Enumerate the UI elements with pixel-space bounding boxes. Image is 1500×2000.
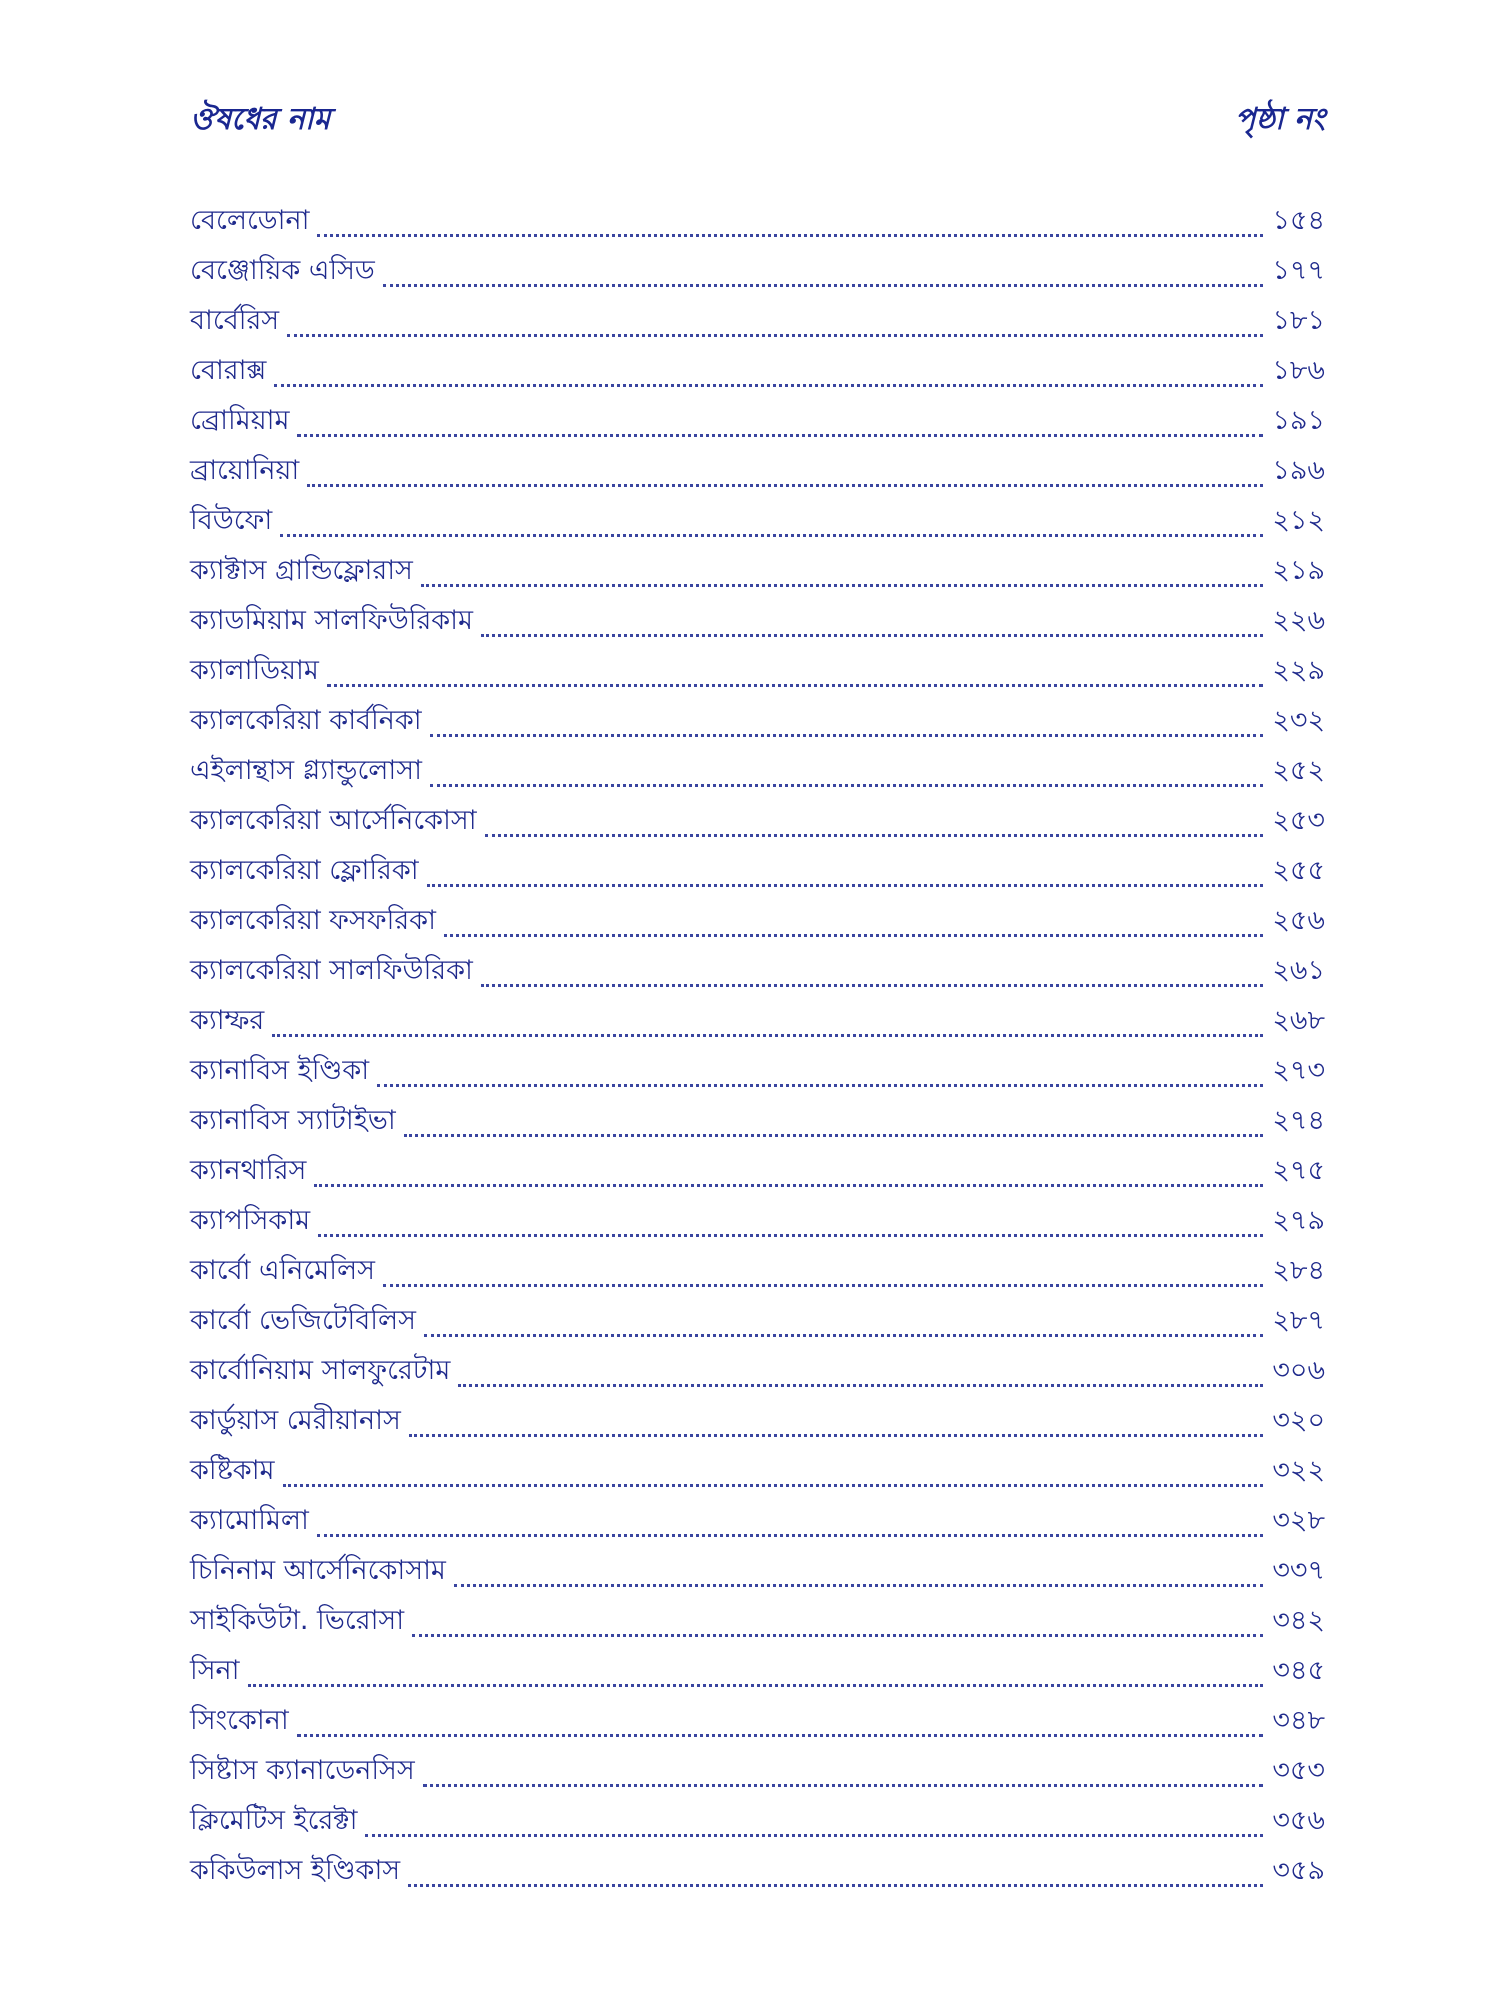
toc-entry: [190, 1645, 1325, 1695]
toc-entry: [190, 1145, 1325, 1195]
entry-name: ক্যানাবিস ইণ্ডিকা: [190, 1055, 370, 1086]
toc-entry: [190, 545, 1325, 595]
entry-page: ২৭৪: [1272, 1105, 1325, 1136]
entry-name: কার্বোনিয়াম সালফুরেটাম: [190, 1355, 451, 1386]
dot-leader: [283, 1483, 1263, 1487]
entry-name: ক্যামোমিলা: [190, 1505, 309, 1536]
entry-page: ২২৬: [1272, 605, 1325, 636]
entry-page: ৩৫৬: [1272, 1805, 1325, 1836]
toc-entry: [190, 995, 1325, 1045]
dot-leader: [314, 1183, 1263, 1187]
entry-page: ২৫৬: [1272, 905, 1325, 936]
entry-name: ক্যালাডিয়াম: [190, 655, 319, 686]
entry-name: ক্লিমেটিস ইরেক্টা: [190, 1805, 358, 1836]
dot-leader: [423, 1783, 1263, 1787]
dot-leader: [377, 1083, 1263, 1087]
entry-name: সাইকিউটা. ভিরোসা: [190, 1605, 405, 1636]
dot-leader: [327, 683, 1263, 687]
entry-name: ক্যাম্ফর: [190, 1005, 265, 1036]
entry-page: ৩২০: [1272, 1405, 1325, 1436]
toc-entry: [190, 645, 1325, 695]
toc-entry: [190, 295, 1325, 345]
dot-leader: [287, 333, 1263, 337]
entry-page: ২৭৫: [1272, 1155, 1325, 1186]
entry-name: কার্বো ভেজিটেবিলিস: [190, 1305, 416, 1336]
toc-entry: [190, 1795, 1325, 1845]
entry-page: ৩৩৭: [1272, 1555, 1325, 1586]
toc-entry: [190, 695, 1325, 745]
dot-leader: [430, 783, 1263, 787]
toc-entry: [190, 1845, 1325, 1895]
entry-page: ১৮৬: [1272, 355, 1325, 386]
dot-leader: [412, 1633, 1263, 1637]
entry-name: ক্যানথারিস: [190, 1155, 307, 1186]
dot-leader: [481, 633, 1263, 637]
dot-leader: [481, 983, 1263, 987]
toc-entry: [190, 1495, 1325, 1545]
entry-name: ক্যালকেরিয়া ফসফরিকা: [190, 905, 436, 936]
dot-leader: [404, 1133, 1263, 1137]
dot-leader: [248, 1683, 1263, 1687]
entry-name: বার্বেরিস: [190, 305, 280, 336]
toc-entry: [190, 445, 1325, 495]
toc-entry: [190, 1245, 1325, 1295]
entry-name: ব্রায়োনিয়া: [190, 455, 300, 486]
entry-page: ২৬৮: [1272, 1005, 1325, 1036]
toc-entry: [190, 1545, 1325, 1595]
dot-leader: [318, 1233, 1263, 1237]
entry-name: চিনিনাম আর্সেনিকোসাম: [190, 1555, 446, 1586]
entry-page: ১৫৪: [1272, 205, 1325, 236]
toc-header: [190, 95, 1325, 155]
toc-entry: [190, 195, 1325, 245]
header-page-number: পৃষ্ঠা নং: [1235, 102, 1325, 137]
entry-page: ২১২: [1272, 505, 1325, 536]
toc-entry: [190, 895, 1325, 945]
dot-leader: [383, 283, 1263, 287]
entry-page: ২৫৫: [1272, 855, 1325, 886]
entry-page: ২৭৩: [1272, 1055, 1325, 1086]
toc-entry: [190, 1295, 1325, 1345]
entry-name: ক্যালকেরিয়া কার্বনিকা: [190, 705, 422, 736]
entry-page: ২৮৭: [1272, 1305, 1325, 1336]
entry-name: সিনা: [190, 1655, 240, 1686]
toc-entry: [190, 1045, 1325, 1095]
toc-entry: [190, 845, 1325, 895]
toc-entry: [190, 945, 1325, 995]
toc-entry: [190, 1395, 1325, 1445]
entry-page: ৩২২: [1272, 1455, 1325, 1486]
dot-leader: [409, 1433, 1263, 1437]
toc-entry: [190, 1345, 1325, 1395]
toc-entry: [190, 745, 1325, 795]
dot-leader: [317, 233, 1263, 237]
toc-entry: [190, 1445, 1325, 1495]
toc-entry: [190, 795, 1325, 845]
dot-leader: [430, 733, 1263, 737]
entry-name: ক্যাক্টাস গ্রান্ডিফ্লোরাস: [190, 555, 413, 586]
entry-name: বেলেডোনা: [190, 205, 310, 236]
dot-leader: [307, 483, 1263, 487]
entry-name: ক্যালকেরিয়া ফ্লোরিকা: [190, 855, 419, 886]
toc-entry: [190, 495, 1325, 545]
entry-page: ৩৫৯: [1272, 1855, 1325, 1886]
entry-name: ক্যাপসিকাম: [190, 1205, 311, 1236]
toc-entry: [190, 245, 1325, 295]
entry-page: ১৭৭: [1272, 255, 1325, 286]
toc-entry: [190, 1595, 1325, 1645]
dot-leader: [383, 1283, 1263, 1287]
entry-name: সিংকোনা: [190, 1705, 289, 1736]
dot-leader: [485, 833, 1263, 837]
entry-name: কার্ডুয়াস মেরীয়ানাস: [190, 1405, 401, 1436]
dot-leader: [365, 1833, 1263, 1837]
entry-page: ২৬১: [1272, 955, 1325, 986]
entry-page: ৩০৬: [1272, 1355, 1325, 1386]
entry-page: ১৯৬: [1272, 455, 1325, 486]
entry-page: ৩৫৩: [1272, 1755, 1325, 1786]
toc-entry: [190, 1745, 1325, 1795]
toc-entry: [190, 1095, 1325, 1145]
entry-name: ককিউলাস ইণ্ডিকাস: [190, 1855, 401, 1886]
entry-page: ৩২৮: [1272, 1505, 1325, 1536]
dot-leader: [444, 933, 1263, 937]
toc-entry: [190, 1695, 1325, 1745]
entry-page: ৩৪৮: [1272, 1705, 1325, 1736]
header-medicine-name: ঔষধের নাম: [190, 102, 331, 137]
dot-leader: [427, 883, 1263, 887]
entry-name: ক্যানাবিস স্যাটাইভা: [190, 1105, 396, 1136]
dot-leader: [408, 1883, 1263, 1887]
entry-name: সিষ্টাস ক্যানাডেনসিস: [190, 1755, 415, 1786]
toc-entry: [190, 1195, 1325, 1245]
dot-leader: [272, 1033, 1263, 1037]
dot-leader: [458, 1383, 1263, 1387]
dot-leader: [297, 1733, 1263, 1737]
entry-page: ২৭৯: [1272, 1205, 1325, 1236]
toc-entry: [190, 595, 1325, 645]
entry-page: ২২৯: [1272, 655, 1325, 686]
entry-page: ৩৪৫: [1272, 1655, 1325, 1686]
entry-name: ক্যালকেরিয়া আর্সেনিকোসা: [190, 805, 477, 836]
entry-name: এইলান্থাস গ্ল্যান্ডুলোসা: [190, 755, 422, 786]
entry-name: কার্বো এনিমেলিস: [190, 1255, 375, 1286]
entry-page: ১৯১: [1272, 405, 1325, 436]
entry-page: ২৫৩: [1272, 805, 1325, 836]
toc-page: [190, 95, 1325, 1886]
entry-name: বিউফো: [190, 505, 273, 536]
dot-leader: [280, 533, 1263, 537]
dot-leader: [297, 433, 1263, 437]
entry-name: ব্রোমিয়াম: [190, 405, 290, 436]
entry-page: ২১৯: [1272, 555, 1325, 586]
entry-name: ক্যাডমিয়াম সালফিউরিকাম: [190, 605, 474, 636]
dot-leader: [274, 383, 1263, 387]
entry-name: কষ্টিকাম: [190, 1455, 275, 1486]
entry-name: ক্যালকেরিয়া সালফিউরিকা: [190, 955, 473, 986]
toc-entry: [190, 345, 1325, 395]
toc-entry: [190, 395, 1325, 445]
entry-page: ২৮৪: [1272, 1255, 1325, 1286]
entry-page: ১৮১: [1272, 305, 1325, 336]
entry-name: বেঞ্জোয়িক এসিড: [190, 255, 375, 286]
dot-leader: [454, 1583, 1263, 1587]
entry-page: ২৩২: [1272, 705, 1325, 736]
dot-leader: [424, 1333, 1263, 1337]
entry-name: বোরাক্স: [190, 355, 267, 386]
dot-leader: [317, 1533, 1263, 1537]
entry-page: ২৫২: [1272, 755, 1325, 786]
dot-leader: [421, 583, 1263, 587]
entry-page: ৩৪২: [1272, 1605, 1325, 1636]
